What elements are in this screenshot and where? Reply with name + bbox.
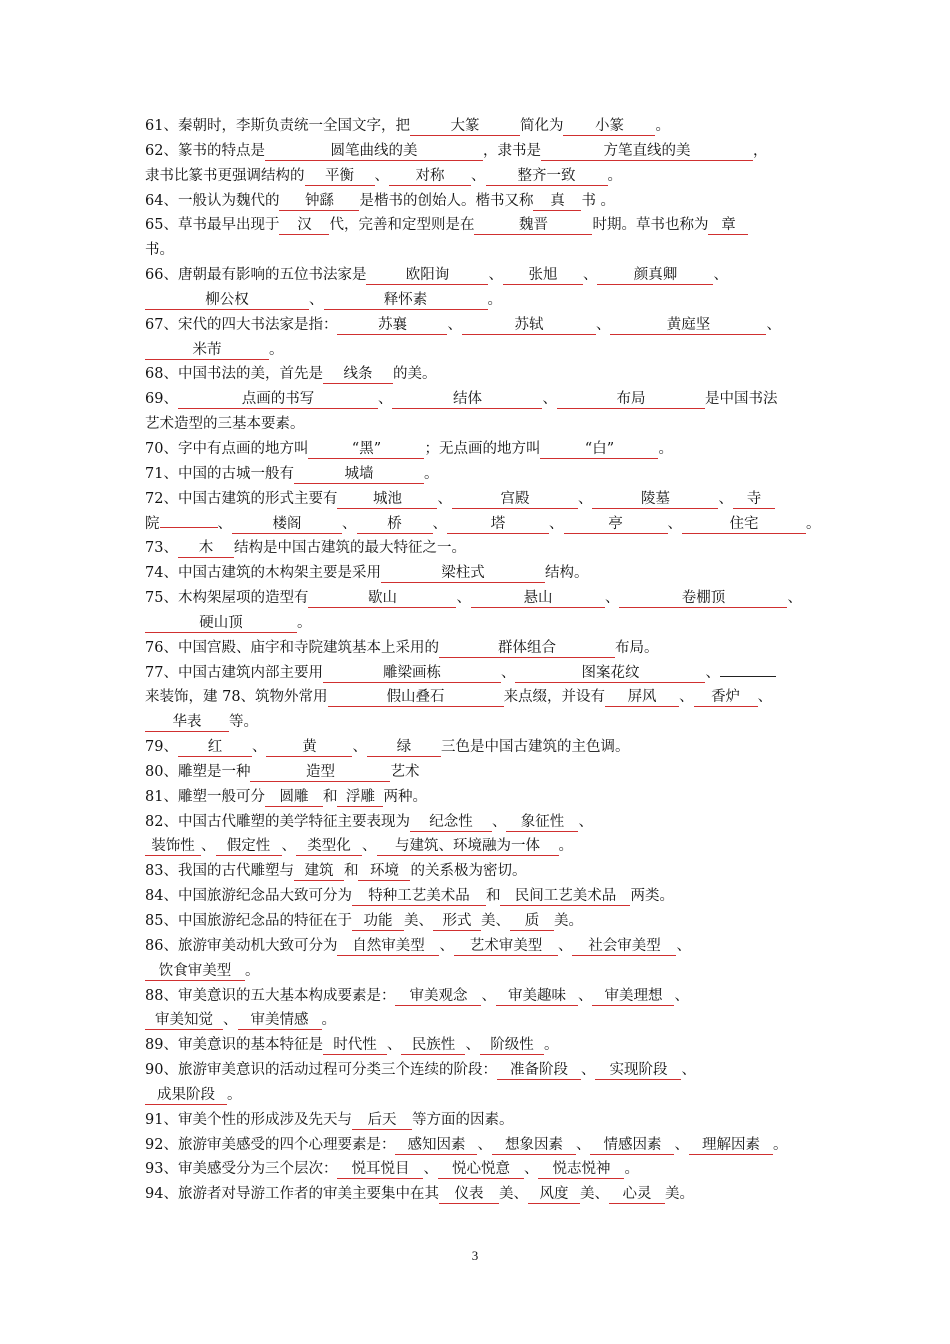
text-line — [145, 164, 815, 189]
answer-blank: 线条 — [323, 366, 393, 384]
answer-blank: 魏晋 — [474, 217, 592, 235]
answer-blank: “黑” — [308, 441, 424, 459]
question-text: 、 — [681, 1062, 696, 1079]
answer-blank: 准备阶段 — [497, 1062, 581, 1080]
question-text: 美。 — [664, 1186, 694, 1203]
text-line — [145, 512, 821, 537]
question-text: 书。 — [145, 242, 174, 259]
question-text: 、 — [757, 689, 773, 706]
question-text: 、 — [251, 739, 267, 756]
answer-blank: 假定性 — [216, 838, 282, 856]
question-text: 、 — [667, 515, 682, 532]
question-text: 等。 — [229, 714, 258, 731]
text-line — [145, 338, 815, 363]
question-text: 90、旅游审美意识的活动过程可分类三个连续的阶段： — [145, 1062, 497, 1079]
question-text: 和 — [343, 863, 359, 880]
answer-blank — [720, 676, 776, 677]
question-text: 布局。 — [614, 639, 659, 656]
question-text: 。 — [655, 118, 670, 134]
question-text: 两类。 — [630, 888, 674, 905]
text-line — [145, 834, 815, 859]
question-text: 83、我国的古代雕塑与 — [145, 863, 294, 880]
question-text: 、 — [582, 267, 598, 284]
answer-blank: 时代性 — [323, 1037, 387, 1055]
question-text: 等方面的因素。 — [411, 1111, 514, 1128]
question-text: 66、唐朝最有影响的五位书法家是 — [145, 267, 367, 284]
question-text: 、 — [377, 391, 393, 408]
text-line — [145, 611, 815, 636]
text-line — [145, 412, 815, 437]
answer-blank: 释怀素 — [324, 292, 488, 310]
question-text: 美、 — [403, 913, 433, 929]
question-text: 来装饰，建 78、筑物外常用 — [145, 689, 328, 706]
answer-blank: 汉 — [279, 217, 329, 235]
answer-blank: 想象因素 — [492, 1137, 576, 1155]
text-line — [145, 263, 815, 288]
answer-blank: 桥 — [357, 516, 433, 534]
question-text: 、 — [705, 664, 720, 681]
question-text: 68、中国书法的美，首先是 — [145, 366, 323, 383]
question-text: 、 — [374, 167, 389, 184]
answer-blank: 图案花纹 — [515, 665, 705, 683]
question-text: 65、草书最早出现于 — [145, 217, 280, 234]
question-text: 。 — [227, 1086, 242, 1103]
answer-blank: 特种工艺美术品 — [352, 888, 486, 906]
answer-blank: 平衡 — [305, 168, 375, 186]
question-text: 美。 — [553, 913, 583, 929]
answer-blank: 纪念性 — [410, 814, 492, 832]
text-line — [145, 1058, 815, 1083]
answer-blank: 假山叠石 — [328, 689, 504, 707]
question-text: 64、一般认为魏代的 — [145, 192, 280, 209]
question-text: 、 — [309, 291, 324, 308]
question-text: 84、中国旅游纪念品大致可分为 — [145, 888, 352, 905]
question-text: 94、旅游者对导游工作者的审美主要集中在其 — [145, 1186, 439, 1203]
question-text: 美、 — [498, 1186, 528, 1203]
question-text: 、 — [423, 1161, 438, 1178]
question-text: 、 — [679, 689, 694, 706]
answer-blank: 城池 — [337, 491, 437, 509]
text-line — [145, 1108, 815, 1133]
question-text: 85、中国旅游纪念品的特征在于 — [145, 913, 352, 929]
text-line — [145, 362, 815, 387]
question-text: 、 — [578, 813, 593, 830]
answer-blank: 结体 — [392, 391, 542, 409]
question-text: 、 — [481, 987, 496, 1004]
question-text: 。 — [245, 962, 260, 979]
question-text: 结构是中国古建筑的最大特征之一。 — [233, 540, 466, 557]
question-text: 、 — [342, 515, 357, 532]
question-text: 、 — [575, 1136, 591, 1153]
text-line — [145, 139, 815, 164]
question-text: 、 — [676, 937, 691, 954]
text-line — [145, 909, 815, 934]
text-line — [145, 586, 815, 611]
question-text: 67、宋代的四大书法家是指： — [145, 316, 338, 333]
question-text: 、 — [766, 316, 781, 333]
answer-blank: 装饰性 — [145, 838, 201, 856]
answer-blank: 风度 — [528, 1186, 580, 1204]
question-text: ；无点画的地方叫 — [424, 440, 541, 457]
answer-blank: 建筑 — [294, 863, 344, 881]
text-line — [145, 114, 815, 139]
answer-blank: 黄 — [266, 739, 352, 757]
answer-blank: 香炉 — [694, 689, 758, 707]
question-text: 、 — [674, 987, 689, 1004]
question-text: 88、审美意识的五大基本构成要素是： — [145, 987, 396, 1004]
text-line — [145, 810, 815, 835]
question-text: 隶书比篆书更强调结构的 — [145, 167, 305, 184]
question-text: 、 — [223, 1012, 238, 1029]
question-text: 和 — [485, 888, 501, 905]
question-text: 来点缀，并设有 — [503, 689, 606, 706]
question-text: 、 — [488, 267, 503, 284]
answer-blank: 理解因素 — [689, 1137, 773, 1155]
answer-blank: 对称 — [389, 168, 471, 186]
text-line — [145, 487, 815, 512]
question-text: 。 — [772, 1136, 788, 1153]
question-text: 。 — [624, 1161, 639, 1178]
answer-blank: 后天 — [352, 1112, 412, 1130]
question-text: 时期。草书也称为 — [592, 217, 709, 234]
answer-blank: 环境 — [358, 863, 410, 881]
text-line — [145, 213, 815, 238]
question-text: 代，完善和定型则是在 — [329, 217, 475, 234]
question-text: 81、雕塑一般可分 — [145, 788, 265, 805]
question-text: 、 — [386, 1037, 402, 1054]
answer-blank — [160, 527, 218, 528]
answer-blank: 苏襄 — [337, 317, 447, 335]
question-text: 77、中国古建筑内部主要用 — [145, 664, 323, 681]
question-text: 、 — [362, 838, 377, 855]
question-text: 结构。 — [544, 565, 589, 582]
question-text: 三色是中国古建筑的主色调。 — [440, 739, 630, 756]
question-text: ，隶书是 — [482, 142, 541, 159]
answer-blank: 点画的书写 — [178, 391, 378, 409]
question-text: 。 — [423, 465, 439, 482]
question-text: 75、木构架屋项的造型有 — [145, 590, 309, 607]
question-text: 86、旅游审美动机大致可分为 — [145, 937, 338, 954]
answer-blank: 住宅 — [682, 516, 806, 534]
answer-blank: 陵墓 — [592, 491, 718, 509]
question-text: 76、中国宫殿、庙宇和寺院建筑基本上采用的 — [145, 639, 439, 656]
question-text: 、 — [447, 316, 462, 333]
text-line — [145, 785, 815, 810]
question-text: 艺术 — [390, 763, 420, 780]
question-text: 、 — [471, 167, 486, 184]
question-text: 、 — [542, 391, 557, 408]
answer-blank: 情感因素 — [590, 1137, 674, 1155]
question-text: 、 — [674, 1136, 689, 1153]
question-text: 89、审美意识的基本特征是 — [145, 1037, 323, 1054]
answer-blank: 屏风 — [605, 689, 679, 707]
answer-blank: 木 — [178, 540, 234, 558]
question-text: 、 — [718, 490, 733, 507]
answer-blank: “白” — [540, 441, 658, 459]
answer-blank: 心灵 — [609, 1186, 665, 1204]
text-line — [145, 760, 815, 785]
answer-blank: 群体组合 — [439, 640, 615, 658]
question-list — [145, 114, 821, 1207]
question-text: 、 — [491, 813, 507, 830]
question-text: 。 — [269, 341, 284, 358]
answer-blank: 卷棚顶 — [619, 590, 787, 608]
answer-blank: 悬山 — [471, 590, 605, 608]
question-text: 92、旅游审美感受的四个心理要素是： — [145, 1136, 396, 1153]
text-line — [145, 984, 815, 1009]
question-text: 79、 — [145, 739, 178, 756]
answer-blank: 黄庭坚 — [610, 317, 766, 335]
answer-blank: 仪表 — [439, 1186, 499, 1204]
question-text: 74、中国古建筑的木构架主要是采用 — [145, 565, 381, 582]
answer-blank: 梁柱式 — [381, 565, 545, 583]
answer-blank: 圆笔曲线的美 — [265, 143, 483, 161]
question-text: 、 — [217, 515, 232, 532]
answer-blank: 类型化 — [296, 838, 362, 856]
question-text: 、 — [456, 590, 471, 607]
answer-blank: 米芾 — [145, 342, 269, 360]
question-text: 、 — [595, 316, 611, 333]
answer-blank: 歇山 — [308, 590, 456, 608]
question-text: 和 — [322, 788, 338, 805]
text-line — [145, 1182, 815, 1207]
text-line — [145, 1133, 815, 1158]
answer-blank: 浮雕 — [337, 789, 383, 807]
answer-blank: 塔 — [447, 516, 549, 534]
question-text: 。 — [321, 1012, 336, 1029]
question-text: 69、 — [145, 391, 178, 408]
text-line — [145, 710, 815, 735]
question-text: 书 。 — [581, 192, 616, 209]
question-text: 、 — [580, 1062, 596, 1079]
question-text: 。 — [297, 614, 312, 631]
question-text: 院 — [145, 515, 160, 532]
question-text: 是楷书的创始人。楷书又称 — [359, 192, 534, 209]
question-text: 、 — [352, 739, 367, 756]
text-line — [145, 959, 815, 984]
answer-blank: 自然审美型 — [337, 938, 439, 956]
text-line — [145, 1033, 815, 1058]
question-text: 72、中国古建筑的形式主要有 — [145, 490, 338, 507]
answer-blank: 审美趣味 — [496, 988, 578, 1006]
question-text: 。 — [806, 515, 821, 532]
question-text: 、 — [281, 838, 296, 855]
question-text: 、 — [432, 515, 447, 532]
answer-blank: 形式 — [433, 913, 481, 931]
question-text: 、 — [557, 937, 573, 954]
answer-blank: 成果阶段 — [145, 1087, 227, 1105]
answer-blank: 硬山顶 — [145, 615, 297, 633]
question-text: 。 — [543, 1037, 559, 1054]
text-line — [145, 1157, 815, 1182]
answer-blank: 与建筑、环境融为一体 — [377, 838, 559, 856]
question-text: 美、 — [579, 1186, 609, 1203]
answer-blank: 审美理想 — [592, 988, 674, 1006]
answer-blank: 雕梁画栋 — [323, 665, 501, 683]
answer-blank: 章 — [708, 217, 748, 235]
question-text: 、 — [577, 987, 593, 1004]
answer-blank: 艺术审美型 — [454, 938, 558, 956]
answer-blank: 大篆 — [410, 118, 520, 136]
answer-blank: 质 — [510, 913, 554, 931]
answer-blank: 民间工艺美术品 — [500, 888, 630, 906]
answer-blank: 亭 — [564, 516, 668, 534]
question-text: 、 — [201, 838, 216, 855]
answer-blank: 布局 — [557, 391, 705, 409]
text-line — [145, 313, 815, 338]
question-text: 。 — [607, 167, 622, 184]
question-text: 、 — [437, 490, 452, 507]
text-line — [145, 462, 815, 487]
question-text: 、 — [549, 515, 564, 532]
answer-blank: 欧阳询 — [366, 267, 488, 285]
question-text: 、 — [577, 490, 593, 507]
question-text: 、 — [523, 1161, 539, 1178]
answer-blank: 审美观念 — [395, 988, 481, 1006]
answer-blank: 悦耳悦目 — [337, 1161, 423, 1179]
answer-blank: 圆雕 — [265, 789, 323, 807]
text-line — [145, 859, 815, 884]
answer-blank: 造型 — [250, 764, 390, 782]
question-text: 91、审美个性的形成涉及先天与 — [145, 1111, 352, 1128]
question-text: 两种。 — [383, 788, 427, 805]
answer-blank: 民族性 — [401, 1037, 465, 1055]
answer-blank: 悦志悦神 — [538, 1161, 624, 1179]
question-text: 70、字中有点画的地方叫 — [145, 440, 309, 457]
answer-blank: 真 — [533, 193, 581, 211]
answer-blank: 感知因素 — [395, 1137, 477, 1155]
question-text: 93、审美感受分为三个层次： — [145, 1161, 338, 1178]
answer-blank: 寺 — [733, 491, 775, 509]
answer-blank: 苏轼 — [462, 317, 596, 335]
text-line — [145, 735, 815, 760]
question-text: 、 — [465, 1037, 480, 1054]
answer-blank: 象征性 — [506, 814, 578, 832]
answer-blank: 绿 — [367, 739, 441, 757]
text-line — [145, 238, 815, 263]
text-line — [145, 1083, 815, 1108]
question-text: 简化为 — [519, 118, 564, 134]
answer-blank: 张旭 — [503, 267, 583, 285]
question-text: 美、 — [480, 913, 510, 929]
text-line — [145, 387, 815, 412]
question-text: 。 — [558, 838, 573, 855]
answer-blank: 柳公权 — [145, 292, 309, 310]
text-line — [145, 685, 815, 710]
answer-blank: 审美知觉 — [145, 1012, 223, 1030]
text-line — [145, 437, 815, 462]
text-line — [145, 561, 815, 586]
answer-blank: 方笔直线的美 — [541, 143, 753, 161]
text-line — [145, 189, 815, 214]
answer-blank: 功能 — [352, 913, 404, 931]
question-text: 艺术造型的三基本要素。 — [145, 416, 305, 433]
page-number: 3 — [471, 1248, 479, 1263]
text-line — [145, 934, 815, 959]
question-text: 、 — [604, 590, 620, 607]
answer-blank: 实现阶段 — [595, 1062, 681, 1080]
text-line — [145, 288, 815, 313]
answer-blank: 颜真卿 — [597, 267, 713, 285]
question-text: 71、中国的古城一般有 — [145, 465, 294, 482]
question-text: 、 — [713, 267, 728, 284]
question-text: 是中国书法 — [704, 391, 778, 408]
answer-blank: 悦心悦意 — [438, 1161, 524, 1179]
question-text: 、 — [477, 1136, 492, 1153]
question-text: 的关系极为密切。 — [410, 863, 527, 880]
text-line — [145, 636, 815, 661]
answer-blank: 红 — [178, 739, 252, 757]
answer-blank: 宫殿 — [452, 491, 578, 509]
question-text: 、 — [500, 664, 516, 681]
text-line — [145, 661, 815, 686]
question-text: ， — [752, 142, 768, 159]
text-line — [145, 1008, 815, 1033]
text-line — [145, 884, 815, 909]
question-text: 、 — [439, 937, 454, 954]
question-text: 。 — [658, 440, 673, 457]
question-text: 、 — [787, 590, 802, 607]
answer-blank: 审美情感 — [238, 1012, 322, 1030]
question-text: 的美。 — [392, 366, 437, 383]
answer-blank: 华表 — [145, 714, 229, 732]
answer-blank: 城墙 — [294, 466, 424, 484]
answer-blank: 小篆 — [563, 118, 655, 136]
answer-blank: 整齐一致 — [486, 168, 608, 186]
answer-blank: 阶级性 — [480, 1037, 544, 1055]
answer-blank: 楼阁 — [232, 516, 342, 534]
answer-blank: 钟繇 — [279, 193, 359, 211]
question-text: 。 — [487, 291, 502, 308]
text-line — [145, 536, 815, 561]
answer-blank: 饮食审美型 — [145, 963, 245, 981]
question-text: 61、秦朝时，李斯负责统一全国文字，把 — [145, 118, 410, 134]
question-text: 82、中国古代雕塑的美学特征主要表现为 — [145, 813, 410, 830]
answer-blank: 社会审美型 — [572, 938, 676, 956]
question-text: 73、 — [145, 540, 178, 557]
question-text: 80、雕塑是一种 — [145, 763, 251, 780]
question-text: 62、篆书的特点是 — [145, 142, 265, 159]
